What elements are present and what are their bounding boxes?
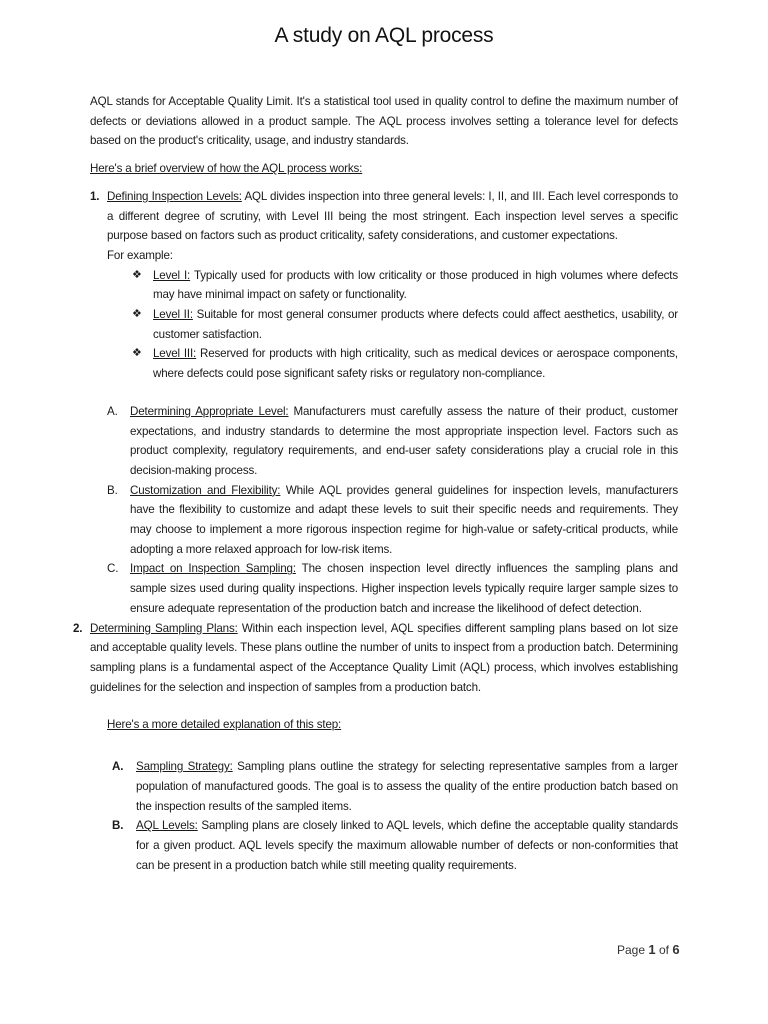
sub-text: Sampling plans outline the strategy for selecting representative samples from a larger population of manufactured goods. The goal is to assess the quality of the entire production batch based on the inspection results of the sampled items. [136, 760, 678, 813]
item-text: Within each inspection level, AQL specifies different sampling plans based on lot size and acceptable quality levels. These plans outline the number of units to inspect from a production batch. Determining sampling plans is a fundamental aspect of the Acceptance Quality Limit (AQL) process, which involves establishing guidelines for the selection and inspection of samples from a production batch. [90, 621, 678, 694]
sub-label: Customization and Flexibility: [130, 483, 281, 497]
list-number: 1. [90, 189, 100, 203]
bullet-item [132, 305, 678, 344]
sub-item [107, 481, 678, 560]
bullet-label: Level III: [153, 347, 197, 361]
sub-letter: A. [107, 404, 118, 418]
intro-paragraph: AQL stands for Acceptable Quality Limit. It's a statistical tool used in quality control to define the maximum number of defects or deviations allowed in a product sample. The AQL process involves setting a tolerance level for defects based on the product's criticality, usage, and industry standards. [90, 95, 678, 148]
sub-item [112, 816, 678, 875]
list-item-2 [73, 619, 678, 698]
sub-label: Determining Appropriate Level: [130, 404, 289, 418]
bullet-label: Level I: [153, 268, 191, 282]
bullet-label: Level II: [153, 308, 193, 322]
sub-letter: B. [107, 483, 118, 497]
sub-letter: C. [107, 562, 119, 576]
list-number: 2. [73, 621, 83, 635]
bullet-item [132, 344, 678, 383]
sub-item [112, 757, 678, 816]
document-title: A study on AQL process [274, 24, 494, 47]
sub-item [107, 402, 678, 481]
item-label: Determining Sampling Plans: [90, 621, 238, 635]
item-text: AQL divides inspection into three general levels: I, II, and III. Each level corresponds to a different degree of scrutiny, with Level III being the most stringent. Each inspection level serves a specific purpose based on factors such as product criticality, safety considerations, and customer expectations. [107, 189, 679, 243]
current-page-number: 1 [648, 942, 656, 957]
overview-heading: Here's a brief overview of how the AQL process works: [90, 162, 363, 176]
page-prefix: Page [617, 943, 646, 957]
sub-text: While AQL provides general guidelines for inspection levels, manufacturers have the flexibility to customize and adapt these levels to suit their specific needs and requirements. They may choose to implement a more rigorous inspection regime for high-value or safety-critical products, while adopting a more relaxed approach for low-risk items. [130, 483, 679, 556]
sub-text: Manufacturers must carefully assess the nature of their product, customer expectations, and industry standards to determine the most appropriate inspection level. Factors such as product complexity, regulatory requirements, and end-user safety considerations play a crucial role in this decision-making process. [130, 404, 678, 477]
diamond-bullet-icon: ❖ [132, 308, 142, 321]
document-body [73, 92, 679, 875]
sub-item [107, 559, 678, 618]
page-of: of [658, 943, 669, 957]
bullet-text: Reserved for products with high criticality, such as medical devices or aerospace components, where defects could pose significant safety risks or regulatory non-compliance. [153, 347, 678, 381]
sub-label: Impact on Inspection Sampling: [130, 562, 296, 576]
page-number-footer [617, 942, 680, 957]
list-item-1 [90, 187, 678, 266]
diamond-bullet-icon: ❖ [132, 347, 142, 360]
bullet-text: Typically used for products with low criticality or those produced in high volumes where defects may have minimal impact on safety or functionality. [153, 268, 678, 302]
sub-text: The chosen inspection level directly influences the sampling plans and sample sizes used during quality inspections. Higher inspection levels typically require larger sample sizes to ensure adequate representation of the production batch and increase the likelihood of defect detection. [130, 562, 678, 615]
sub-text: Sampling plans are closely linked to AQL levels, which define the acceptable quality standards for a given product. AQL levels specify the maximum allowable number of defects or non-conformities that can be present in a production batch while still meeting quality requirements. [136, 819, 679, 872]
bullet-text: Suitable for most general consumer products where defects could affect aesthetics, usability, or customer satisfaction. [153, 308, 678, 341]
bullet-item [132, 266, 678, 305]
sub-letter: A. [112, 760, 124, 774]
item-label: Defining Inspection Levels: [107, 189, 242, 203]
sub-letter: B. [112, 819, 124, 833]
sub-label: AQL Levels: [136, 819, 198, 833]
detail-heading: Here's a more detailed explanation of this step: [107, 718, 342, 732]
diamond-bullet-icon: ❖ [132, 268, 142, 281]
for-example-text: For example: [107, 248, 173, 262]
sub-label: Sampling Strategy: [136, 760, 233, 774]
total-page-number: 6 [672, 942, 680, 957]
